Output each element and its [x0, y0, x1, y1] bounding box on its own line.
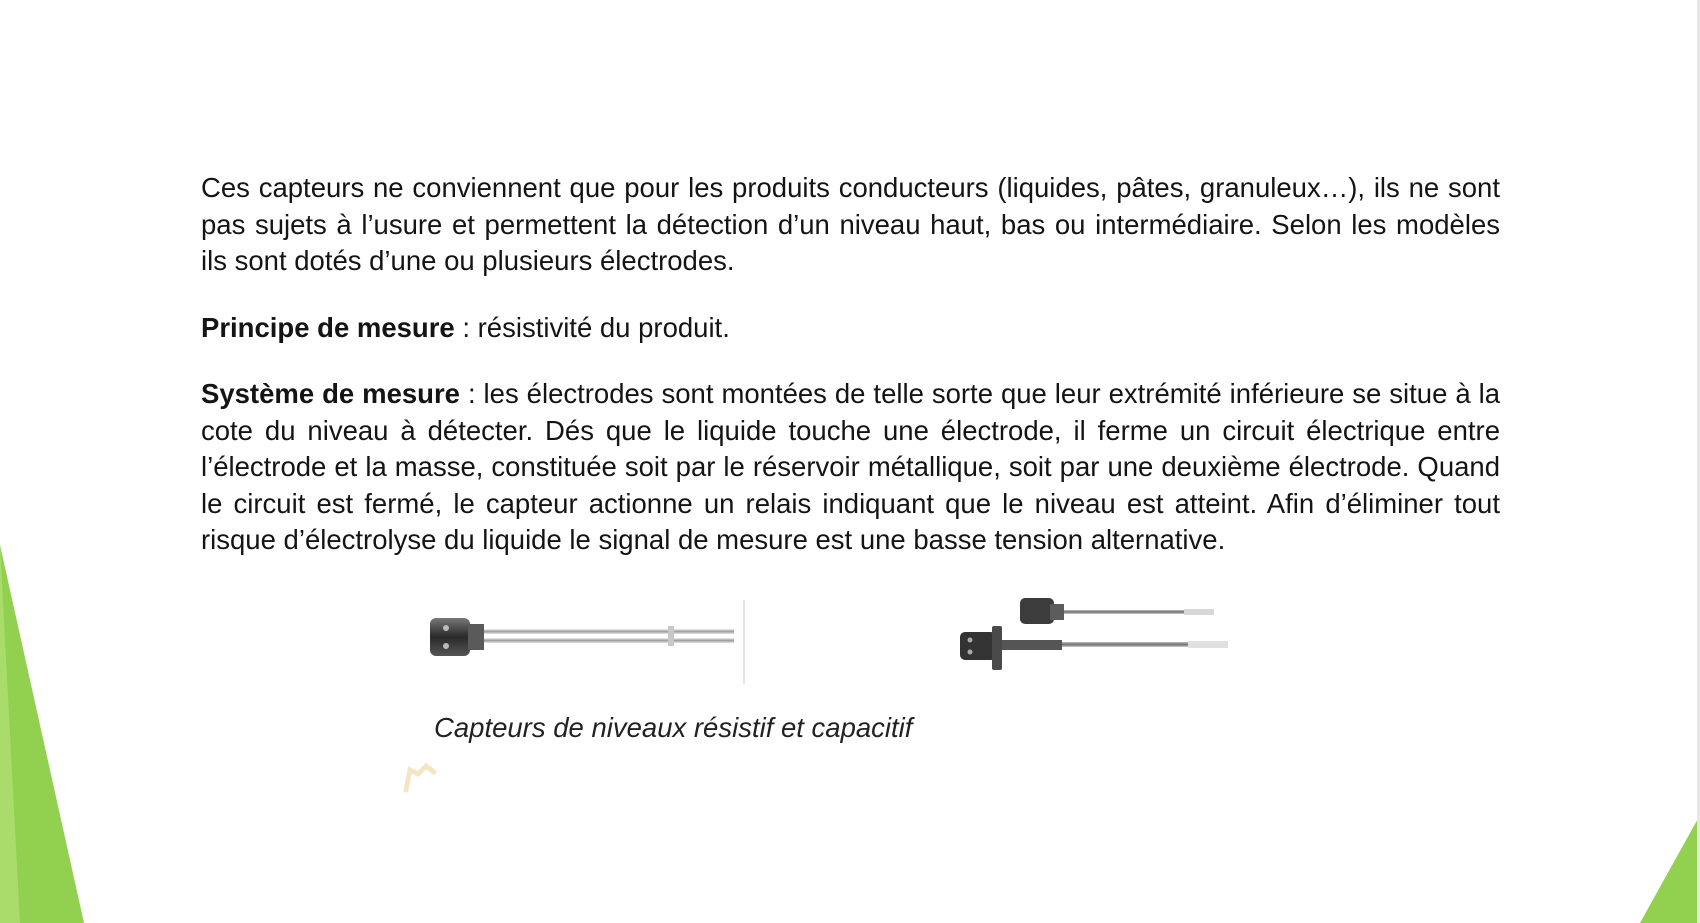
slide-body-text — [201, 170, 1500, 559]
capacitive-level-sensor-image — [950, 594, 1290, 684]
figure-caption: Capteurs de niveaux résistif et capacitif — [434, 712, 913, 743]
principe-text: : résistivité du produit. — [454, 311, 730, 343]
intro-paragraph: Ces capteurs ne conviennent que pour les produits conducteurs (liquides, pâtes, granuleux…), ils ne sont pas sujets à l’usure et permettent la détection d’un niveau haut, bas ou intermédiaire. Selon les modèles ils sont dotés d’une ou plusieurs électrodes. — [201, 172, 1500, 276]
systeme-paragraph — [201, 376, 1500, 559]
principe-paragraph — [201, 310, 1500, 347]
systeme-label: Système de mesure — [201, 378, 460, 409]
systeme-text: : les électrodes sont montées de telle sorte que leur extrémité inférieure se situe à la cote du niveau à détecter. Dés que le liquide touche une électrode, il ferme un circuit électrique entre l’électrode et la masse, constituée soit par le réservoir métallique, soit par une deuxième électrode. Quand le circuit est fermé, le capteur actionne un relais indiquant que le niveau est atteint. Afin d’éliminer tout risque d’électrolyse du liquide le signal de mesure est une basse tension alternative. — [201, 378, 1500, 555]
faint-watermark-mark — [400, 760, 450, 796]
right-green-triangle — [1640, 815, 1700, 923]
principe-label: Principe de mesure — [201, 311, 455, 343]
resistive-level-sensor-image — [428, 598, 748, 688]
